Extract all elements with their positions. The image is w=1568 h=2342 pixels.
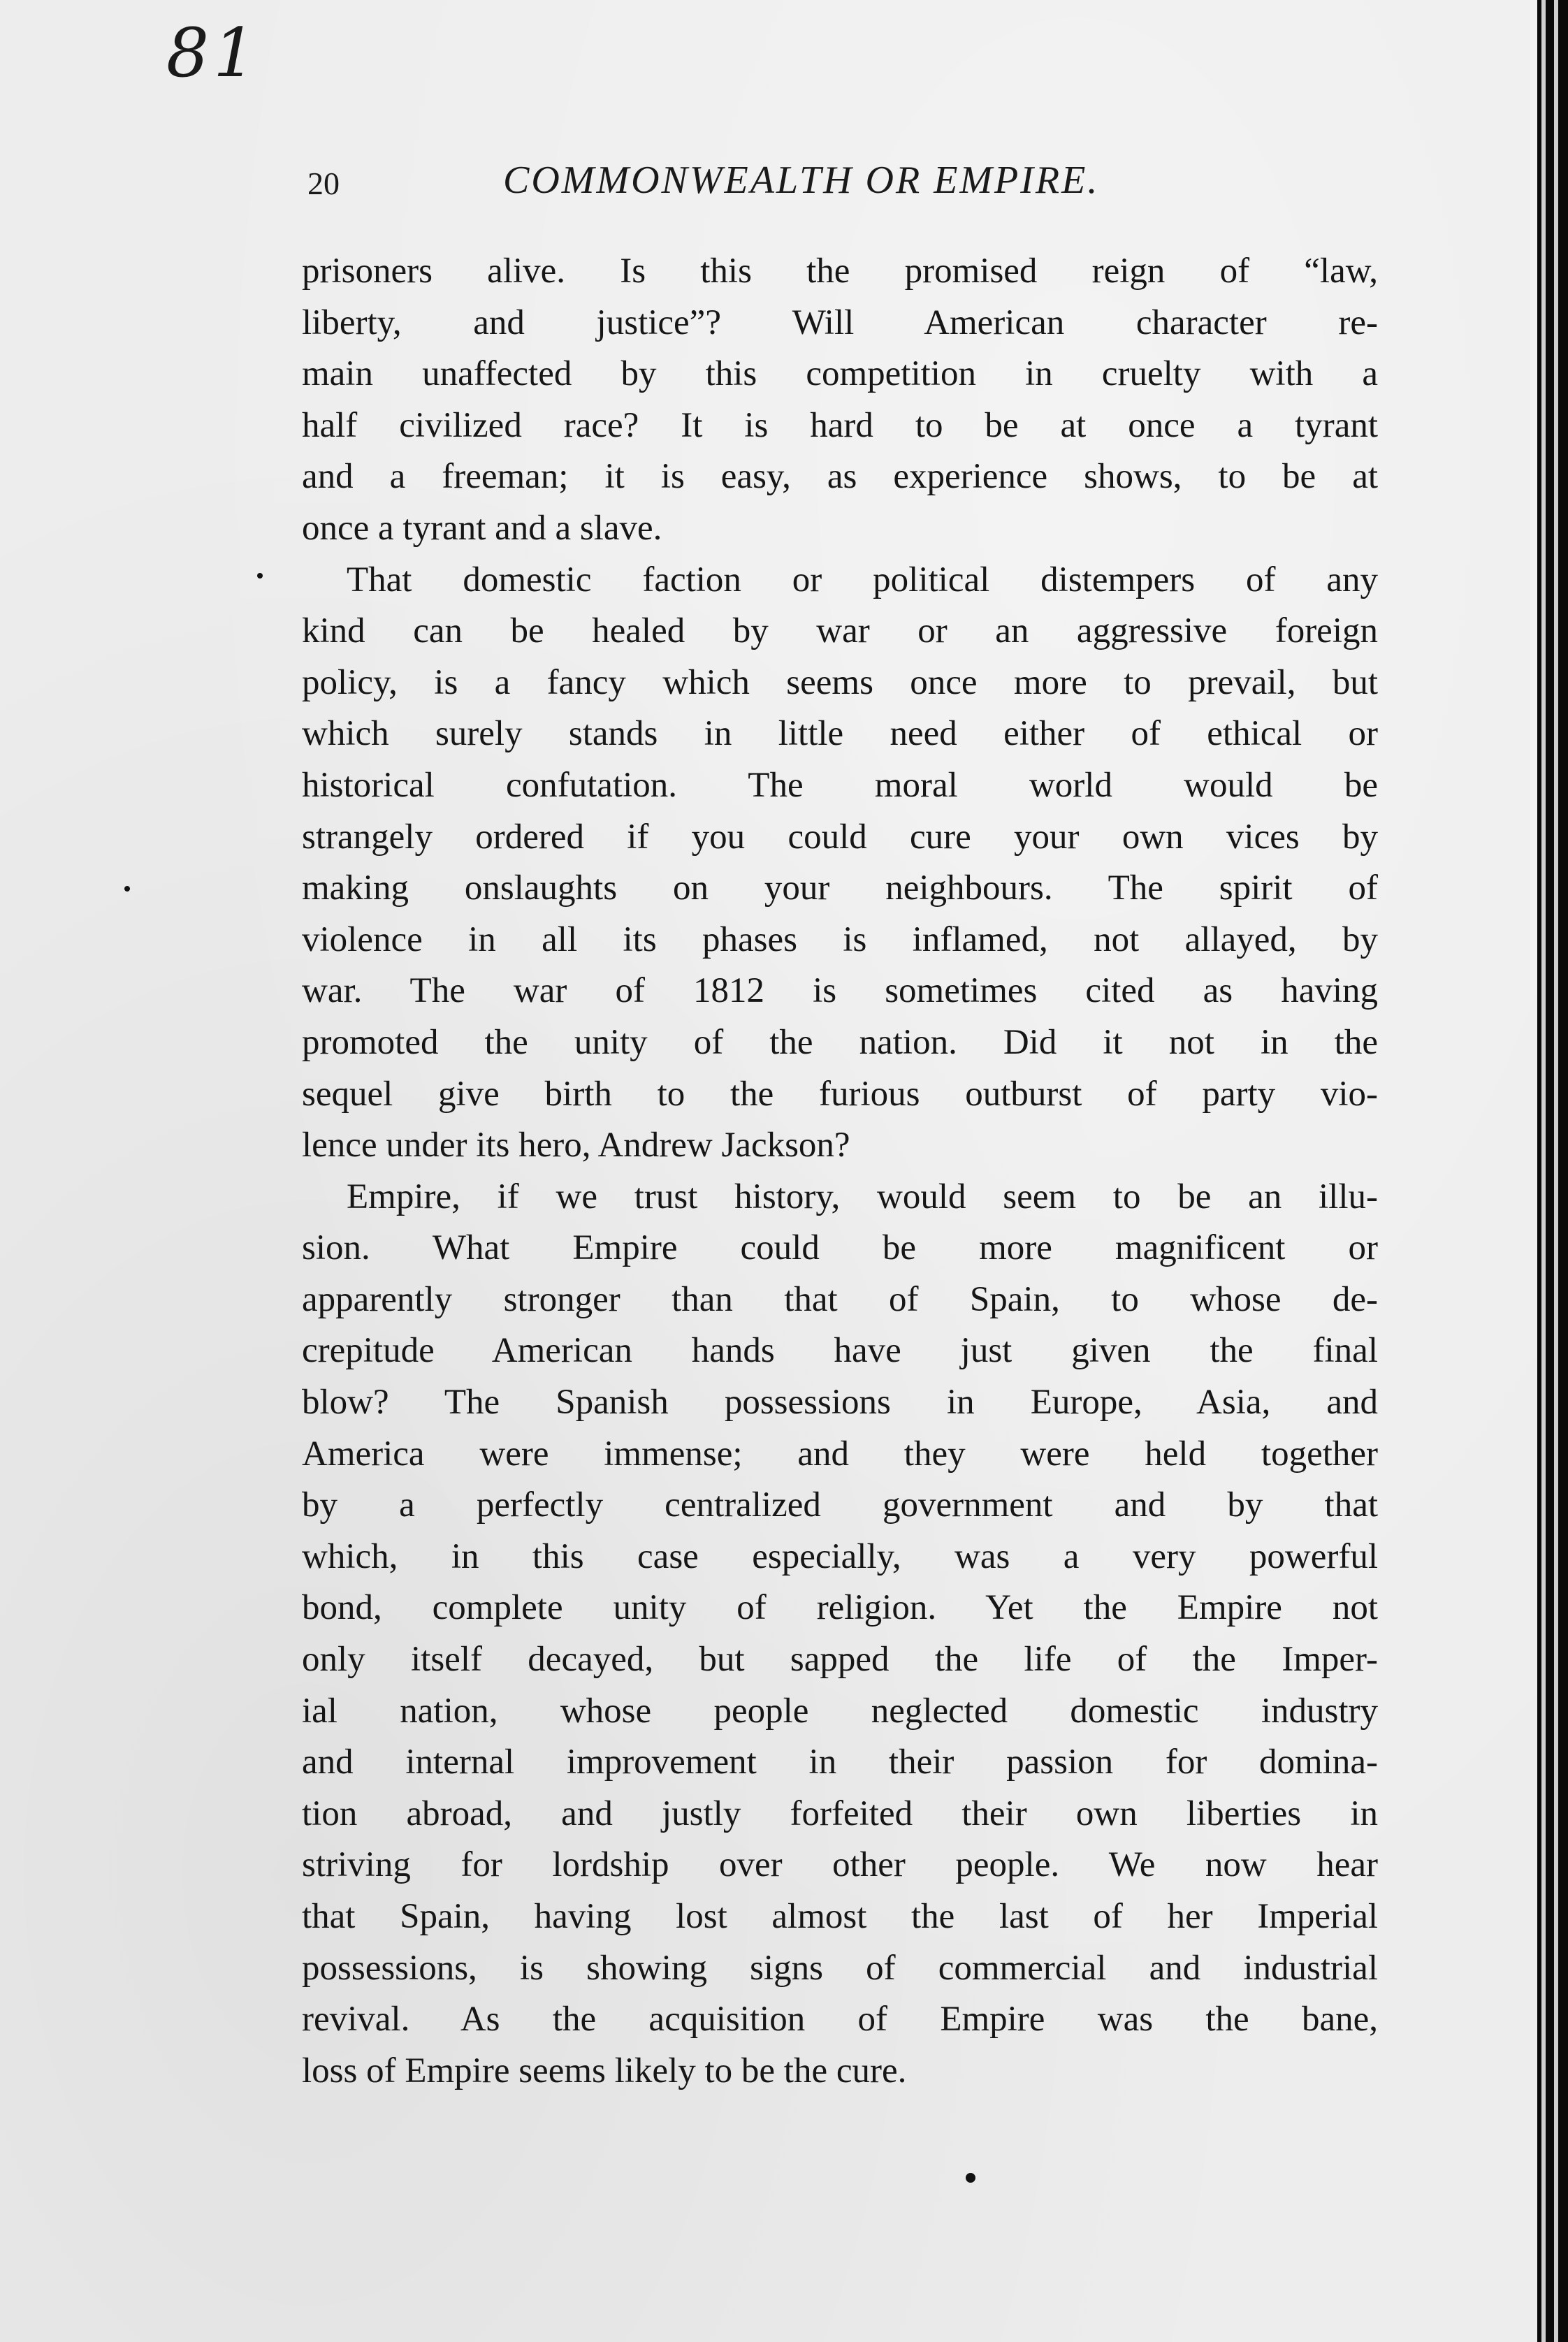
- text-line: crepitude American hands have just given the final: [302, 1331, 1378, 1371]
- running-head: COMMONWEALTH OR EMPIRE.: [503, 159, 1100, 202]
- page-number: 20: [307, 166, 340, 201]
- text-line: war. The war of 1812 is sometimes cited as having: [302, 971, 1378, 1011]
- text-line: striving for lordship over other people. We now hear: [302, 1845, 1378, 1885]
- page-edge-line: [1554, 0, 1558, 2342]
- text-line: by a perfectly centralized government and by that: [302, 1485, 1378, 1525]
- text-line: blow? The Spanish possessions in Europe, Asia, and: [302, 1383, 1378, 1423]
- text-line: prisoners alive. Is this the promised reign of “law,: [302, 252, 1378, 291]
- text-line: tion abroad, and justly forfeited their own liberties in: [302, 1794, 1378, 1833]
- text-line: historical confutation. The moral world would be: [302, 765, 1378, 805]
- ink-speck: [257, 573, 263, 579]
- text-line: possessions, is showing signs of commercial and industrial: [302, 1948, 1378, 1988]
- text-line: loss of Empire seems likely to be the cure.: [302, 2051, 907, 2090]
- text-line: and a freeman; it is easy, as experience shows, to be at: [302, 457, 1378, 497]
- text-line: and internal improvement in their passion for domina-: [302, 1743, 1378, 1782]
- text-line: ial nation, whose people neglected domestic industry: [302, 1691, 1378, 1731]
- text-line: Empire, if we trust history, would seem to be an illu-: [347, 1177, 1378, 1216]
- text-line: policy, is a fancy which seems once more to prevail, but: [302, 662, 1378, 702]
- text-line: revival. As the acquisition of Empire was the bane,: [302, 2000, 1378, 2039]
- text-line: only itself decayed, but sapped the life of the Imper-: [302, 1640, 1378, 1680]
- text-line: lence under its hero, Andrew Jackson?: [302, 1126, 850, 1165]
- paragraph: [302, 555, 1378, 1172]
- paragraph: [302, 1172, 1378, 2097]
- text-line: half civilized race? It is hard to be at once a tyrant: [302, 405, 1378, 445]
- text-line: that Spain, having lost almost the last of her Imperial: [302, 1897, 1378, 1936]
- text-line: violence in all its phases is inflamed, not allayed, by: [302, 919, 1378, 959]
- text-line: strangely ordered if you could cure your own vices by: [302, 817, 1378, 857]
- handwritten-page-number: 81: [166, 14, 261, 92]
- text-line: sion. What Empire could be more magnificent or: [302, 1228, 1378, 1268]
- text-line: bond, complete unity of religion. Yet the Empire not: [302, 1588, 1378, 1628]
- text-line: main unaffected by this competition in cruelty with a: [302, 354, 1378, 394]
- text-line: which surely stands in little need either of ethical or: [302, 714, 1378, 754]
- text-line: which, in this case especially, was a very powerful: [302, 1536, 1378, 1576]
- paragraph: [302, 246, 1378, 555]
- page-edge-line: [1541, 0, 1546, 2342]
- ink-speck: [124, 886, 130, 892]
- body-text: [302, 246, 1378, 2097]
- text-line: America were immense; and they were held together: [302, 1434, 1378, 1474]
- text-line: liberty, and justice”? Will American character re-: [302, 303, 1378, 342]
- text-line: making onslaughts on your neighbours. The spirit of: [302, 868, 1378, 908]
- text-line: kind can be healed by war or an aggressive foreign: [302, 611, 1378, 651]
- text-line: promoted the unity of the nation. Did it not in the: [302, 1022, 1378, 1062]
- text-line: That domestic faction or political distempers of any: [347, 560, 1378, 599]
- text-line: apparently stronger than that of Spain, to whose de-: [302, 1279, 1378, 1319]
- text-line: once a tyrant and a slave.: [302, 508, 662, 548]
- text-line: sequel give birth to the furious outburst of party vio-: [302, 1074, 1378, 1114]
- ink-speck: [966, 2173, 975, 2183]
